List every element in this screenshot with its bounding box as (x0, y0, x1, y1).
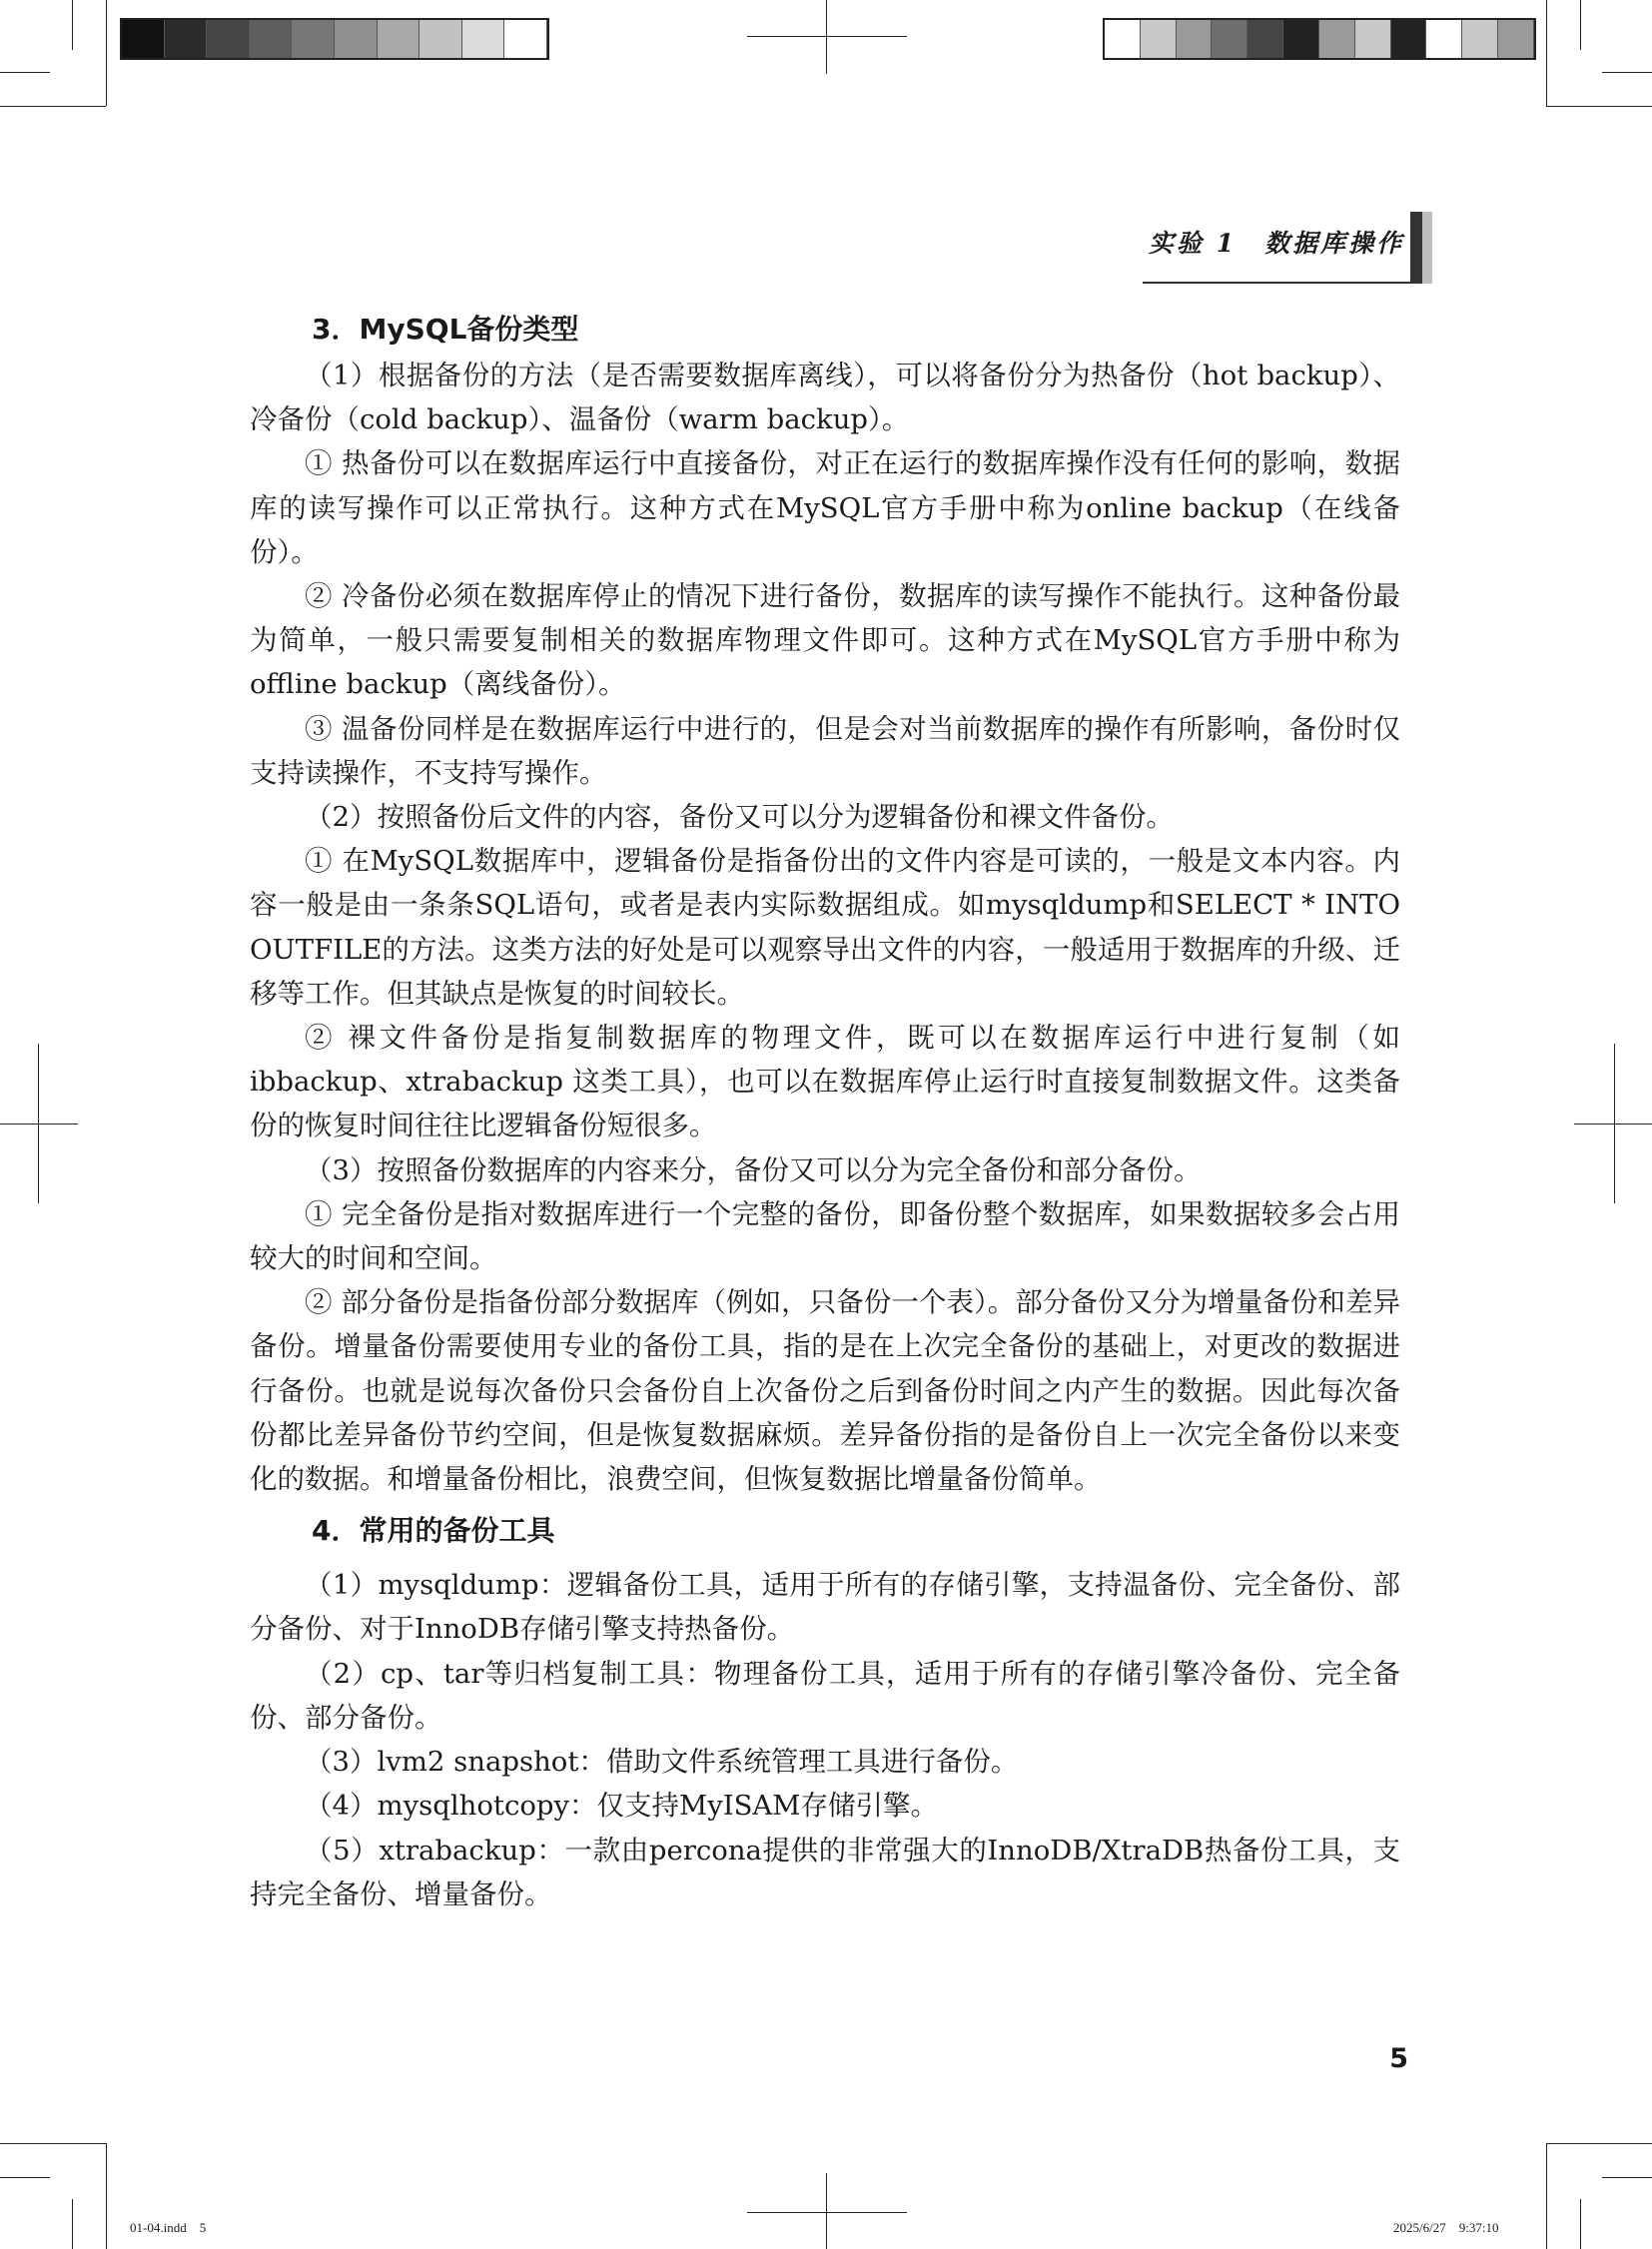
calibration-swatch (1355, 20, 1391, 58)
crop-mark (1602, 72, 1652, 73)
paragraph: ① 热备份可以在数据库运行中直接备份，对正在运行的数据库操作没有任何的影响，数据库的读写操作可以正常执行。这种方式在MySQL官方手册中称为online backup（在线备份）。 (250, 447, 1400, 568)
calibration-swatch (462, 20, 505, 58)
crop-mark (1546, 0, 1547, 106)
crop-mark (1602, 2177, 1652, 2178)
calibration-swatch (1462, 20, 1498, 58)
header-bar-shade (1422, 212, 1432, 284)
crop-mark (106, 0, 107, 106)
header-rule (1143, 282, 1412, 284)
crop-mark (0, 72, 50, 73)
header-bar (1410, 212, 1422, 284)
crop-mark (1580, 2199, 1581, 2249)
print-slug-file: 01-04.indd 5 (130, 2220, 207, 2235)
crop-mark (0, 2177, 50, 2178)
crop-mark (106, 2143, 107, 2249)
registration-mark (1614, 1044, 1615, 1203)
calibration-swatch (1247, 20, 1283, 58)
calibration-strip-left (120, 18, 549, 60)
paragraph: （1）根据备份的方法（是否需要数据库离线），可以将备份分为热备份（hot backup）、冷备份（cold backup）、温备份（warm backup）。 (250, 360, 1400, 436)
crop-mark (1546, 106, 1652, 107)
calibration-swatch (1426, 20, 1462, 58)
paragraph: ② 裸文件备份是指复制数据库的物理文件，既可以在数据库运行中进行复制（如ibbackup、xtrabackup 这类工具），也可以在数据库停止运行时直接复制数据文件。这类备份的恢复时间往往比逻辑备份短很多。 (250, 1022, 1400, 1142)
calibration-swatch (250, 20, 293, 58)
registration-mark (826, 2173, 827, 2249)
page-number: 5 (1389, 2043, 1408, 2074)
crop-mark (0, 2143, 106, 2144)
registration-mark (826, 0, 827, 74)
calibration-swatch (504, 20, 547, 58)
paragraph: ③ 温备份同样是在数据库运行中进行的，但是会对当前数据库的操作有所影响，备份时仅支持读操作，不支持写操作。 (250, 712, 1400, 789)
calibration-swatch (419, 20, 462, 58)
paragraph: ① 完全备份是指对数据库进行一个完整的备份，即备份整个数据库，如果数据较多会占用较大的时间和空间。 (250, 1197, 1400, 1275)
calibration-swatch (1105, 20, 1141, 58)
calibration-swatch (1319, 20, 1355, 58)
calibration-swatch (1283, 20, 1319, 58)
section-heading: 4．常用的备份工具 (312, 1514, 555, 1548)
registration-mark (38, 1044, 39, 1203)
registration-mark (747, 36, 907, 37)
section-heading: 3．MySQL备份类型 (312, 313, 579, 346)
paragraph: （1）mysqldump：逻辑备份工具，适用于所有的存储引擎，支持温备份、完全备份、部分备份、对于InnoDB存储引擎支持热备份。 (250, 1569, 1400, 1646)
paragraph: ② 部分备份是指备份部分数据库（例如，只备份一个表）。部分备份又分为增量备份和差异备份。增量备份需要使用专业的备份工具，指的是在上次完全备份的基础上，对更改的数据进行备份。也就是说每次备份只会备份自上次备份之后到备份时间之内产生的数据。因此每次备份都比差异备份节约空间，但是恢复数据麻烦。差异备份指的是备份自上一次完全备份以来变化的数据。和增量备份相比，浪费空间，但恢复数据比增量备份简单。 (250, 1286, 1400, 1496)
print-slug-timestamp: 2025/6/27 9:37:10 (1393, 2220, 1499, 2235)
paragraph: （2）按照备份后文件的内容，备份又可以分为逻辑备份和裸文件备份。 (305, 801, 1174, 834)
crop-mark (1546, 2143, 1652, 2144)
crop-mark (72, 0, 73, 50)
calibration-swatch (207, 20, 250, 58)
paragraph: （4）mysqlhotcopy：仅支持MyISAM存储引擎。 (305, 1790, 938, 1823)
registration-mark (747, 2212, 907, 2213)
calibration-swatch (165, 20, 208, 58)
running-header: 实验 1 数据库操作 (1149, 229, 1405, 258)
calibration-strip-right (1103, 18, 1536, 60)
paragraph: （3）lvm2 snapshot：借助文件系统管理工具进行备份。 (305, 1746, 1019, 1779)
paragraph: ② 冷备份必须在数据库停止的情况下进行备份，数据库的读写操作不能执行。这种备份最为简单，一般只需要复制相关的数据库物理文件即可。这种方式在MySQL官方手册中称为offline backup（离线备份）。 (250, 580, 1400, 701)
crop-mark (1580, 0, 1581, 50)
calibration-swatch (335, 20, 378, 58)
paragraph: （3）按照备份数据库的内容来分，备份又可以分为完全备份和部分备份。 (305, 1153, 1202, 1186)
paragraph: （5）xtrabackup：一款由percona提供的非常强大的InnoDB/XtraDB热备份工具，支持完全备份、增量备份。 (250, 1834, 1400, 1910)
calibration-swatch (122, 20, 165, 58)
calibration-swatch (1498, 20, 1534, 58)
section-4-paragraphs (250, 1563, 1400, 1916)
crop-mark (1546, 2143, 1547, 2249)
calibration-swatch (1141, 20, 1177, 58)
calibration-swatch (378, 20, 420, 58)
calibration-swatch (1212, 20, 1247, 58)
calibration-swatch (1391, 20, 1427, 58)
paragraph: ① 在MySQL数据库中，逻辑备份是指备份出的文件内容是可读的，一般是文本内容。内容一般是由一条条SQL语句，或者是表内实际数据组成。如mysqldump和SELECT * INTO OUTFILE的方法。这类方法的好处是可以观察导出文件的内容，一般适用于数据库的升级、迁移等工作。但其缺点是恢复的时间较长。 (250, 845, 1400, 1010)
crop-mark (0, 106, 106, 107)
calibration-swatch (1177, 20, 1213, 58)
page-body (250, 308, 1400, 1916)
calibration-swatch (292, 20, 335, 58)
crop-mark (72, 2199, 73, 2249)
paragraph: （2）cp、tar等归档复制工具：物理备份工具，适用于所有的存储引擎冷备份、完全备份、部分备份。 (250, 1657, 1400, 1734)
section-3-paragraphs (250, 354, 1400, 1501)
